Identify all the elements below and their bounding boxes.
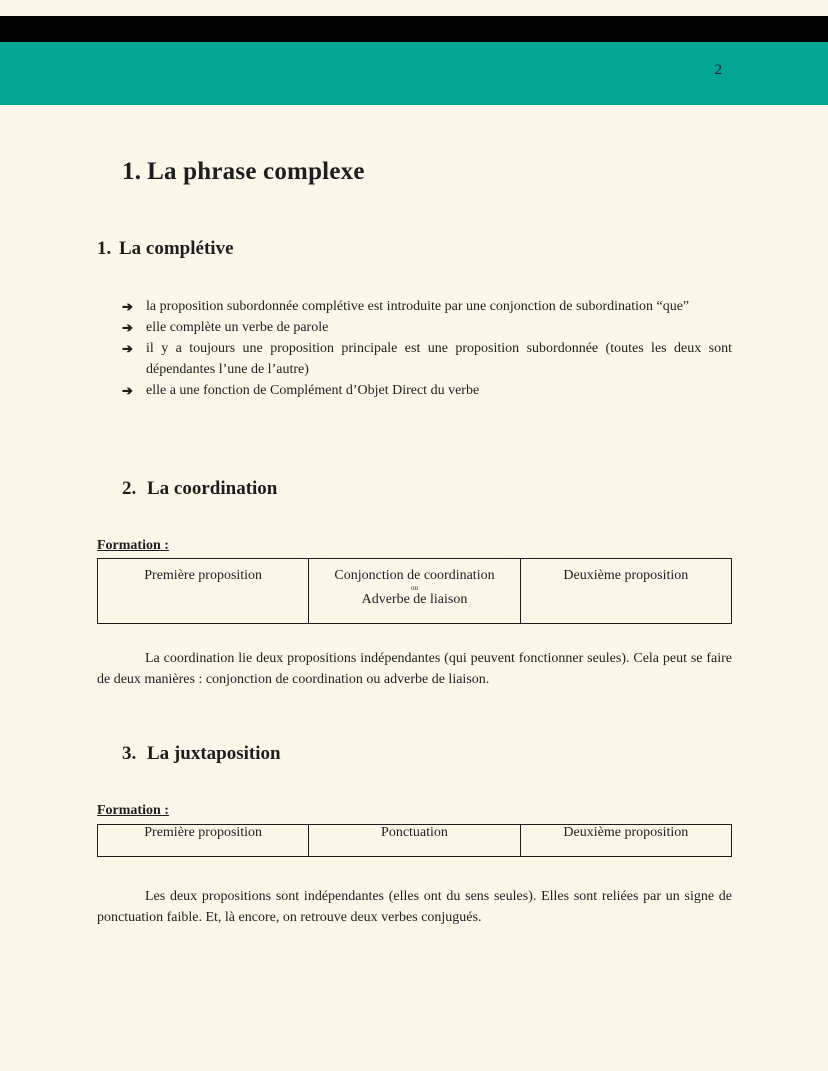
- table-cell: Ponctuation: [309, 825, 520, 857]
- cell-text: Conjonction de coordination: [334, 568, 495, 583]
- paragraph: Les deux propositions sont indépendantes (elles ont du sens seules). Elles sont reliées par un signe de ponctuation faible. Et, là encore, on retrouve deux verbes conjugués.: [97, 889, 732, 925]
- section-number: 3.: [122, 743, 137, 764]
- section-heading-completive: [97, 238, 234, 260]
- cell-text: Première proposition: [144, 568, 263, 583]
- list-item-text: elle a une fonction de Complément d’Objet Direct du verbe: [146, 383, 480, 398]
- coordination-table: [97, 558, 732, 624]
- arrow-right-icon: ➔: [122, 383, 133, 398]
- table-row: [98, 559, 732, 624]
- list-item: [122, 296, 732, 317]
- page-header: [0, 42, 828, 105]
- top-black-bar: [0, 16, 828, 42]
- section-heading-juxtaposition: [122, 743, 281, 765]
- section-number: 2.: [122, 478, 137, 499]
- list-item: [122, 380, 732, 401]
- table-cell: [309, 559, 520, 624]
- page-title-text: La phrase complexe: [147, 158, 365, 185]
- table-cell: Première proposition: [98, 825, 309, 857]
- cell-text: Adverbe de liaison: [361, 592, 468, 607]
- juxtaposition-table: [97, 824, 732, 857]
- list-item-text: elle complète un verbe de parole: [146, 320, 329, 335]
- arrow-right-icon: ➔: [122, 341, 133, 356]
- table-cell: [98, 559, 309, 624]
- arrow-right-icon: ➔: [122, 299, 133, 314]
- page-number: 2: [714, 62, 722, 78]
- list-item-text: la proposition subordonnée complétive est introduite par une conjonction de subordination “que”: [146, 299, 690, 314]
- page-title-number: 1.: [122, 158, 142, 185]
- table-cell: Deuxième proposition: [520, 825, 731, 857]
- arrow-right-icon: ➔: [122, 320, 133, 335]
- section-heading-coordination: [122, 478, 277, 500]
- formation-label: Formation :: [97, 538, 169, 553]
- list-item: [122, 338, 732, 380]
- formation-label: Formation :: [97, 803, 169, 818]
- cell-small-text: ou: [410, 584, 418, 592]
- bullet-list: [122, 296, 732, 401]
- table-row: [98, 825, 732, 857]
- section-heading-text: La coordination: [147, 478, 278, 499]
- list-item: [122, 317, 732, 338]
- section-heading-text: La juxtaposition: [147, 743, 281, 764]
- list-item-text: il y a toujours une proposition principale est une proposition subordonnée (toutes les deux sont dépendantes l’une de l’autre): [146, 341, 732, 377]
- section-number: 1.: [97, 238, 112, 259]
- cell-text: Deuxième proposition: [563, 568, 689, 583]
- table-cell: [520, 559, 731, 624]
- paragraph: La coordination lie deux propositions indépendantes (qui peuvent fonctionner seules). Cela peut se faire de deux manières : conjonction de coordination ou adverbe de liaison.: [97, 651, 732, 687]
- page-title: [122, 158, 365, 186]
- section-heading-text: La complétive: [119, 238, 234, 259]
